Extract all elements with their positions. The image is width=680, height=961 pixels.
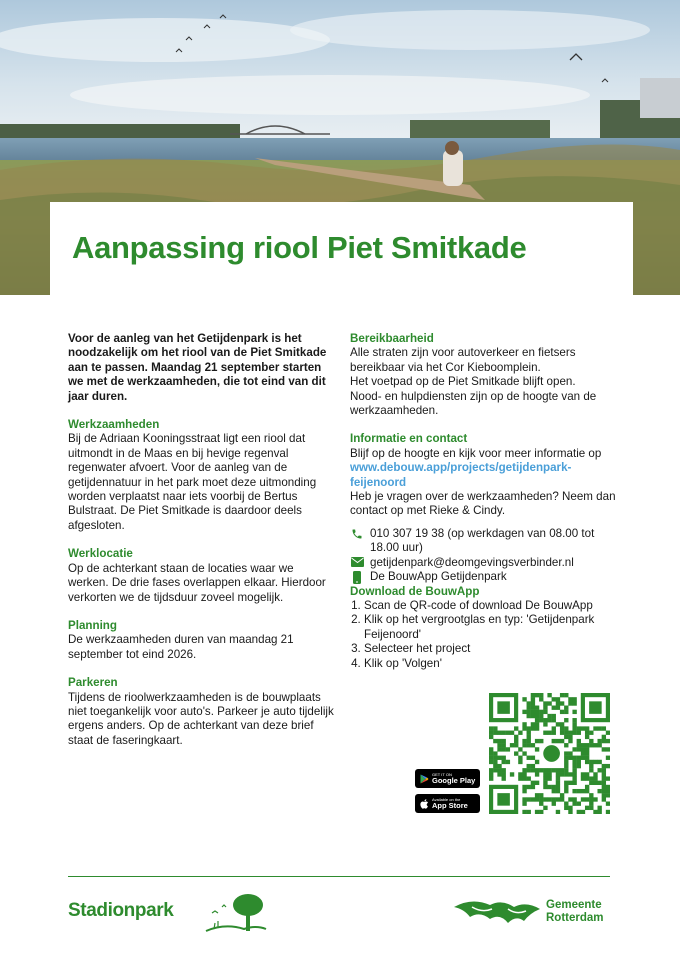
apple-icon bbox=[420, 799, 429, 809]
gemeente-rotterdam-logo bbox=[546, 899, 604, 925]
app-text: De BouwApp Getijdenpark bbox=[370, 570, 507, 584]
google-play-small: GET IT ON bbox=[432, 771, 452, 777]
gemeente-line1: Gemeente bbox=[546, 899, 602, 911]
section-heading: Bereikbaarheid bbox=[350, 332, 434, 345]
section-planning bbox=[68, 619, 336, 662]
section-heading: Planning bbox=[68, 618, 117, 632]
email-text[interactable]: getijdenpark@deomgevingsverbinder.nl bbox=[370, 555, 574, 569]
stadionpark-logo: Stadionpark bbox=[68, 900, 174, 921]
google-play-big: Google Play bbox=[432, 775, 476, 785]
gemeente-line2: Rotterdam bbox=[546, 912, 604, 924]
download-step: 2. Klik op het vergrootglas en typ: 'Getijdenpark Feijenoord' bbox=[364, 613, 618, 642]
intro-text: Voor de aanleg van het Getijdenpark is het noodzakelijk om het riool van de Piet Smitkade aan te passen. Maandag 21 september starten we met de werkzaamheden, die tot eind van dit jaar duren. bbox=[68, 332, 327, 403]
section-informatie bbox=[350, 432, 618, 518]
mail-icon bbox=[350, 556, 364, 567]
google-play-button[interactable] bbox=[415, 769, 480, 788]
phone-text[interactable]: 010 307 19 38 (op werkdagen van 08.00 tot 18.00 uur) bbox=[370, 526, 595, 555]
section-body: De werkzaamheden duren van maandag 21 september tot eind 2026. bbox=[68, 633, 294, 661]
section-werkzaamheden bbox=[68, 418, 336, 533]
app-store-button[interactable] bbox=[415, 794, 480, 813]
page-title: Aanpassing riool Piet Smitkade bbox=[72, 230, 527, 265]
informatie-text-before: Blijf op de hoogte en kijk voor meer informatie op bbox=[350, 446, 602, 460]
contact-list bbox=[350, 527, 618, 585]
phone-icon bbox=[350, 527, 364, 540]
informatie-text-after: Heb je vragen over de werkzaamheden? Neem dan contact op met Rieke & Cindy. bbox=[350, 490, 616, 518]
app-store-small: Available on the bbox=[432, 796, 461, 802]
bereikbaarheid-line: Het voetpad op de Piet Smitkade blijft open. bbox=[350, 375, 576, 389]
section-body: Bij de Adriaan Kooningsstraat ligt een riool dat uitmondt in de Maas en bij hevige regenval regenwater afvoert. Voor de aanleg van de getijdennatuur in het park moet deze uitmonding worden verplaatst naar iets voorbij de Bertus Bulstraat. De Piet Smitkade is daardoor deels afgesloten. bbox=[68, 432, 317, 532]
bereikbaarheid-line: Nood- en hulpdiensten zijn op de hoogte van de werkzaamheden. bbox=[350, 389, 597, 418]
contact-app bbox=[350, 570, 618, 584]
section-werklocatie bbox=[68, 547, 336, 605]
section-heading: Parkeren bbox=[68, 676, 118, 690]
section-parkeren bbox=[68, 676, 336, 748]
section-heading: Informatie en contact bbox=[350, 432, 468, 446]
section-download bbox=[350, 585, 618, 671]
bereikbaarheid-line: Alle straten zijn voor autoverkeer en fietsers bereikbaar via het Cor Kieboomplein. bbox=[350, 346, 576, 374]
right-column bbox=[350, 332, 618, 685]
download-step: 3. Selecteer het project bbox=[364, 642, 618, 656]
section-heading: Werklocatie bbox=[68, 547, 133, 561]
contact-email bbox=[350, 556, 618, 570]
section-heading: Download de BouwApp bbox=[350, 584, 480, 598]
app-store-big: App Store bbox=[432, 800, 468, 810]
project-link[interactable]: www.debouw.app/projects/getijdenpark-feijenoord bbox=[350, 461, 572, 489]
informatie-text bbox=[350, 447, 618, 490]
google-play-icon bbox=[420, 774, 429, 784]
download-steps bbox=[350, 599, 618, 671]
contact-phone bbox=[350, 527, 618, 556]
section-body: Tijdens de rioolwerkzaamheden is de bouwplaats niet toegankelijk voor auto's. Parkeer je auto tijdelijk ergens anders. Op de achterkant van deze brief staat de faseringkaart. bbox=[68, 690, 334, 747]
stadionpark-tree-icon bbox=[200, 893, 270, 938]
rotterdam-lion-icon bbox=[452, 895, 542, 927]
download-step: 1. Scan de QR-code of download De BouwApp bbox=[364, 599, 618, 613]
mobile-icon bbox=[350, 570, 364, 584]
section-body: Op de achterkant staan de locaties waar we werken. De drie fases overlappen elkaar. Hierdoor verkorten we de tijdsduur zoveel mogelijk. bbox=[68, 561, 326, 604]
section-heading: Werkzaamheden bbox=[68, 418, 160, 432]
download-step: 4. Klik op 'Volgen' bbox=[364, 657, 618, 671]
left-column bbox=[68, 332, 336, 762]
qr-code[interactable] bbox=[489, 693, 610, 814]
section-bereikbaarheid bbox=[350, 332, 618, 418]
footer-divider bbox=[68, 876, 610, 877]
